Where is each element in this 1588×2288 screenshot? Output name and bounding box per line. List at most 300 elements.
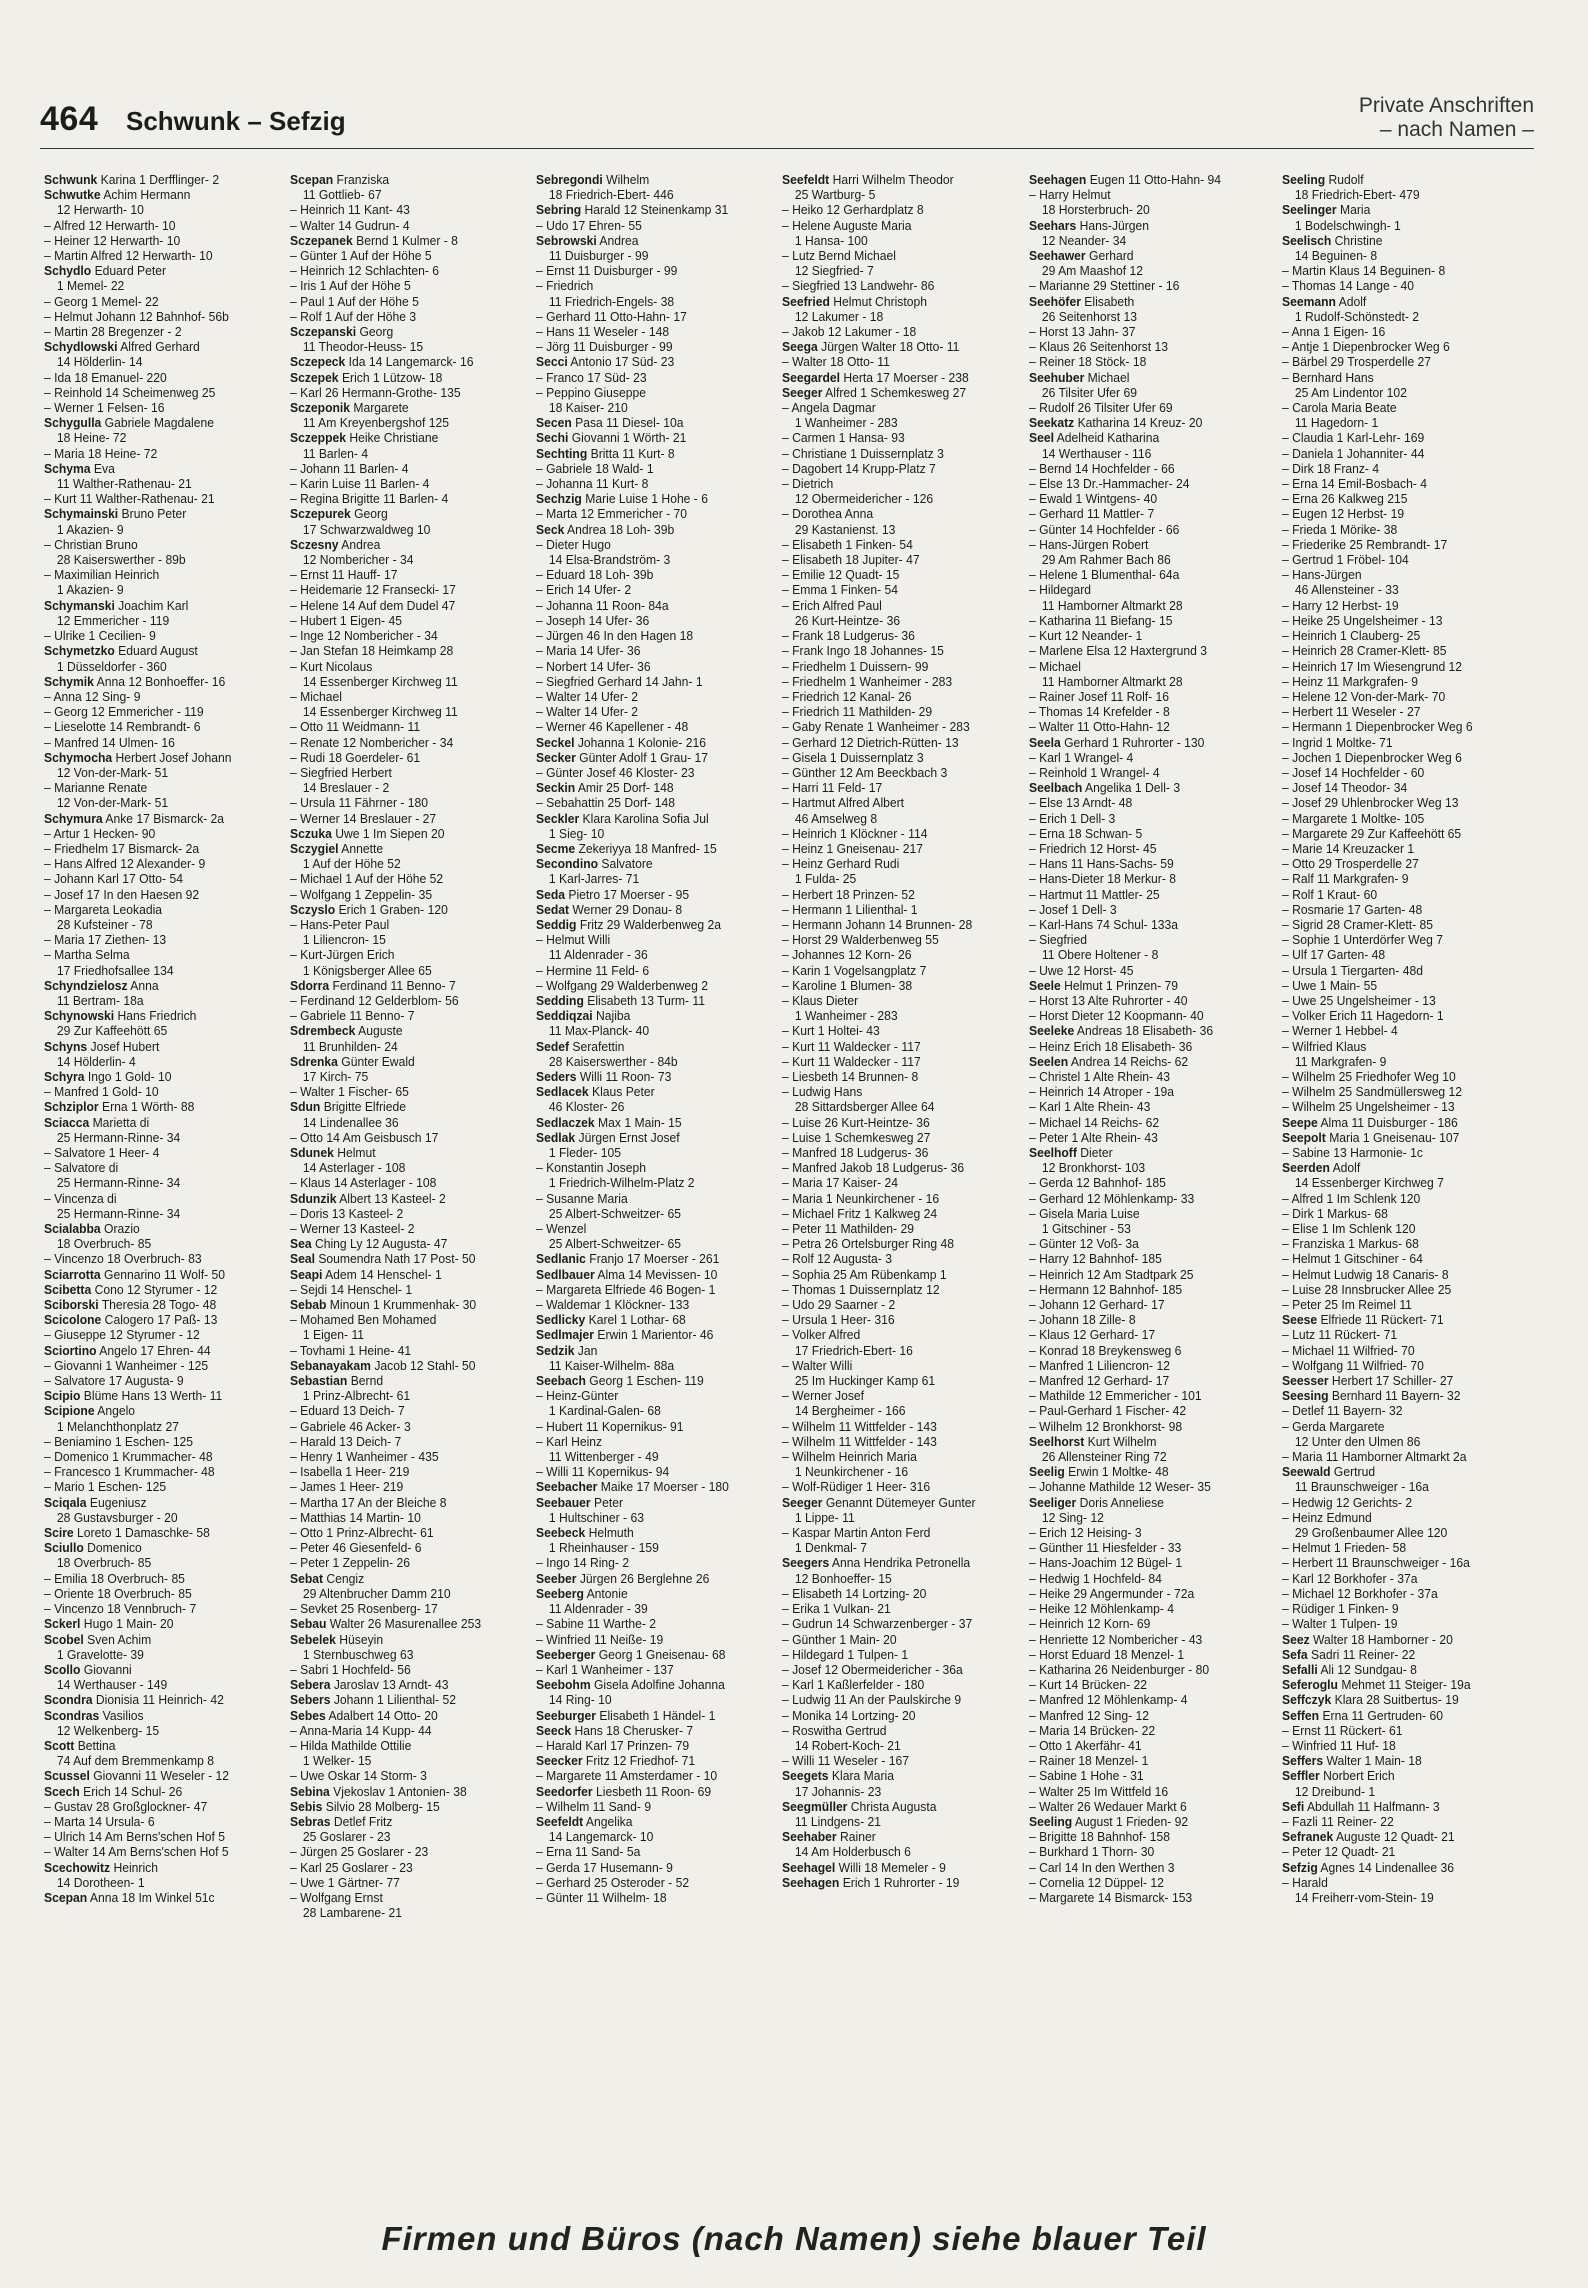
directory-entry: – Herbert 11 Weseler - 27 [1282,704,1421,720]
directory-entry: Schziplor Erna 1 Wörth- 88 [44,1099,195,1115]
directory-entry: – Peter 11 Mathilden- 29 [782,1221,914,1237]
directory-entry: 11 Aldenrader - 39 [548,1601,648,1617]
entry-surname: Seez [1282,1631,1310,1647]
directory-entry: 1 Akazien- 9 [56,582,124,598]
directory-entry: – Heinrich 14 Atroper - 19a [1029,1084,1175,1100]
directory-entry: – Reinhold 1 Wrangel- 4 [1029,764,1160,780]
directory-entry: Seebacher Maike 17 Moerser - 180 [536,1479,729,1495]
directory-entry: – Uwe 12 Horst- 45 [1029,962,1134,978]
directory-entry: – Thomas 1 Duissernplatz 12 [782,1281,940,1297]
directory-entry: 11 Theodor-Heuss- 15 [302,339,424,355]
directory-entry: – Friedrich 12 Horst- 45 [1029,840,1157,856]
directory-entry: – Harry 12 Bahnhof- 185 [1029,1251,1162,1267]
directory-entry: – Vincenzo 18 Vennbruch- 7 [44,1601,197,1617]
directory-entry: – Johann 18 Zille- 8 [1029,1312,1136,1328]
directory-entry: Sedef Serafettin [536,1038,625,1054]
footer-note: Firmen und Büros (nach Namen) siehe blauer Teil [381,2220,1207,2257]
directory-entry: – Klaus Dieter [782,992,859,1008]
directory-entry: Seelinger Maria [1282,202,1371,218]
directory-column [1029,172,1250,1905]
entry-surname: Seefeldt [782,172,830,187]
directory-entry: 11 Hagedorn- 1 [1294,415,1379,431]
directory-entry: – Kurt 1 Holtei- 43 [782,1023,880,1039]
directory-entry: 11 Braunschweiger - 16a [1294,1479,1429,1495]
directory-entry: – Gerda 17 Husemann- 9 [536,1859,673,1875]
directory-entry: 18 Friedrich-Ebert- 446 [548,187,674,203]
directory-entry: 1 Liliencron- 15 [302,932,386,948]
directory-entry: 12 Herwarth- 10 [56,202,144,218]
entry-surname: Seeleke [1029,1023,1075,1039]
directory-entry: – Harry 12 Herbst- 19 [1282,597,1399,613]
directory-entry: Sedlaczek Max 1 Main- 15 [536,1114,682,1130]
directory-entry: 11 Barlen- 4 [302,445,369,461]
directory-entry: – Udo 29 Saarner - 2 [782,1297,896,1313]
directory-entry: Sckerl Hugo 1 Main- 20 [44,1616,174,1632]
directory-entry: – Wolfgang 11 Wilfried- 70 [1282,1357,1424,1373]
entry-surname: Sczepanek [290,232,353,248]
directory-entry: – Günter 1 Auf der Höhe 5 [290,248,432,264]
directory-entry: 11 Wittenberger - 49 [548,1449,659,1465]
directory-entry: 14 Bergheimer - 166 [794,1403,906,1419]
directory-entry: – Eduard 13 Deich- 7 [290,1403,405,1419]
directory-entry: – Werner 14 Breslauer - 27 [290,810,437,826]
directory-entry: 11 Hamborner Altmarkt 28 [1041,597,1183,613]
entry-surname: Scepan [44,1889,88,1905]
entry-surname: Seecker [536,1753,583,1769]
directory-entry: 28 Kaiserswerther - 84b [548,1053,678,1069]
directory-entry: – Erich 12 Heising- 3 [1029,1525,1142,1541]
directory-entry: 1 Lippe- 11 [794,1509,855,1525]
entry-surname: Seal [290,1251,315,1267]
directory-entry: Scech Erich 14 Schul- 26 [44,1783,183,1799]
entry-surname: Sebab [290,1297,327,1313]
entry-surname: Sedlicky [536,1312,586,1328]
directory-entry: – Heinrich 11 Kant- 43 [290,202,410,218]
directory-entry: Scussel Giovanni 11 Weseler - 12 [44,1768,230,1784]
directory-entry: – Manfred 1 Gold- 10 [44,1084,159,1100]
directory-entry: – Gerhard 11 Mattler- 7 [1029,506,1155,522]
directory-entry: – Kurt Nicolaus [290,658,373,674]
directory-entry: – Maria 1 Neunkirchener - 16 [782,1190,940,1206]
directory-entry: Seese Elfriede 11 Rückert- 71 [1282,1312,1444,1328]
entry-surname: Sebat [290,1570,324,1586]
directory-entry: Sefalli Ali 12 Sundgau- 8 [1282,1661,1417,1677]
entry-surname: Seffen [1282,1707,1320,1723]
directory-entry: – Johanne Mathilde 12 Weser- 35 [1029,1479,1211,1495]
directory-entry: Seffers Walter 1 Main- 18 [1282,1753,1422,1769]
directory-entry: – Henriette 12 Nombericher - 43 [1029,1631,1203,1647]
directory-entry: – Artur 1 Hecken- 90 [44,825,156,841]
directory-entry: – Margareta Leokadia [44,901,163,917]
directory-entry: 1 Düsseldorfer - 360 [56,658,167,674]
directory-entry: 11 Duisburger - 99 [548,248,649,264]
directory-entry: – Harald Karl 17 Prinzen- 79 [536,1737,690,1753]
directory-entry: – Siegfried Herbert [290,764,392,780]
directory-entry: – Ewald 1 Wintgens- 40 [1029,491,1158,507]
directory-entry: – Gertrud 1 Fröbel- 104 [1282,552,1409,568]
directory-entry: Seefeldt Harri Wilhelm Theodor [782,172,954,187]
entry-surname: Seebeck [536,1525,586,1541]
directory-entry: – Heiner 12 Herwarth- 10 [44,232,181,248]
directory-entry: Seelen Andrea 14 Reichs- 62 [1029,1053,1189,1069]
directory-entry: – Peter 46 Giesenfeld- 6 [290,1540,422,1556]
entry-surname: Scech [44,1783,80,1799]
directory-entry: – Uwe 1 Main- 55 [1282,977,1378,993]
directory-entry: – Vincenza di [44,1190,117,1206]
directory-entry: – Günter Josef 46 Kloster- 23 [536,764,695,780]
directory-entry: 14 Hölderlin- 4 [56,1053,136,1069]
directory-entry: – Rolf 12 Augusta- 3 [782,1251,892,1267]
directory-entry: Sebastian Bernd [290,1373,384,1389]
entry-surname: Secen [536,415,572,431]
directory-entry: 12 Welkenberg- 15 [56,1722,160,1738]
directory-entry: – Maria 14 Brücken- 22 [1029,1722,1156,1738]
directory-entry: 1 Memel- 22 [56,278,125,294]
directory-entry: Schymainski Bruno Peter [44,506,187,522]
directory-entry: 1 Denkmal- 7 [794,1540,868,1556]
directory-entry: – Gabriele 18 Wald- 1 [536,460,654,476]
directory-entry: 14 Essenberger Kirchweg 11 [302,673,458,689]
directory-entry: Sea Ching Ly 12 Augusta- 47 [290,1236,448,1252]
directory-entry: Sebring Harald 12 Steinenkamp 31 [536,202,729,218]
directory-entry: – Hans 11 Weseler - 148 [536,324,670,340]
directory-entry: Secondino Salvatore [536,856,653,872]
directory-entry: – Helmut 1 Frieden- 58 [1282,1540,1407,1556]
entry-surname: Sedding [536,992,584,1008]
directory-entry: 11 Friedrich-Engels- 38 [548,293,675,309]
directory-entry: Secme Zekeriyya 18 Manfred- 15 [536,840,717,856]
page-number: 464 [40,100,99,138]
directory-entry: – Ursula 1 Tiergarten- 48d [1282,962,1423,978]
directory-entry: 12 Bonhoeffer- 15 [794,1570,892,1586]
directory-entry: – Herbert 18 Prinzen- 52 [782,886,915,902]
directory-entry: Sedlicky Karel 1 Lothar- 68 [536,1312,686,1328]
directory-entry: – Alfred 12 Herwarth- 10 [44,217,176,233]
directory-entry: Seefeldt Angelika [536,1813,633,1829]
entry-surname: Sciullo [44,1540,84,1556]
entry-surname: Schymainski [44,506,119,522]
directory-entry: 29 Altenbrucher Damm 210 [302,1585,451,1601]
directory-entry: – Manfred 12 Gerhard- 17 [1029,1373,1170,1389]
directory-entry: – Konrad 18 Breykensweg 6 [1029,1342,1182,1358]
directory-entry: – Josef 17 In den Haesen 92 [44,886,200,902]
directory-entry: – Kurt 11 Waldecker - 117 [782,1038,921,1054]
entry-surname: Seehaber [782,1829,837,1845]
entry-surname: Seehawer [1029,248,1086,264]
directory-entry: Sedlak Jürgen Ernst Josef [536,1129,680,1145]
directory-entry: Seefried Helmut Christoph [782,293,927,309]
directory-entry: – Ernst 11 Hauff- 17 [290,567,398,583]
directory-entry: – Eduard 18 Loh- 39b [536,567,654,583]
entry-surname: Sczyslo [290,901,336,917]
directory-entry: – Michael [1029,658,1081,674]
entry-surname: Seda [536,886,566,902]
directory-entry: Sebis Silvio 28 Molberg- 15 [290,1798,440,1814]
entry-surname: Schziplor [44,1099,99,1115]
entry-surname: Sdunzik [290,1190,337,1206]
directory-entry: – Emilie 12 Quadt- 15 [782,567,900,583]
directory-entry: 12 Von-der-Mark- 51 [56,764,169,780]
entry-surname: Sczepeck [290,354,346,370]
directory-entry: – Ulrich 14 Am Berns'schen Hof 5 [44,1829,226,1845]
directory-entry: 18 Kaiser- 210 [548,400,628,416]
directory-entry: – Wilhelm Heinrich Maria [782,1449,917,1465]
entry-surname: Sedat [536,901,570,917]
entry-surname: Seehöfer [1029,293,1081,309]
directory-entry: – James 1 Heer- 219 [290,1479,404,1495]
entry-surname: Seeberger [536,1646,596,1662]
directory-entry: – Ferdinand 12 Gelderblom- 56 [290,992,459,1008]
directory-entry: 11 Obere Holtener - 8 [1041,947,1159,963]
directory-entry: – Heinrich 17 Im Wiesengrund 12 [1282,658,1463,674]
directory-entry: – Karl 1 Wrangel- 4 [1029,749,1134,765]
directory-entry: Sczepanski Georg [290,324,394,340]
directory-entry: – Heinrich 1 Clauberg- 25 [1282,628,1421,644]
directory-entry: Sebina Vjekoslav 1 Antonien- 38 [290,1783,467,1799]
directory-entry: Seffen Erna 11 Gertruden- 60 [1282,1707,1443,1723]
directory-entry: Sczepanek Bernd 1 Kulmer - 8 [290,232,458,248]
directory-entry: 26 Tilsiter Ufer 69 [1041,384,1137,400]
directory-entry: 14 Ring- 10 [548,1692,612,1708]
directory-entry: – Lutz Bernd Michael [782,248,896,264]
directory-entry: – Anna 1 Eigen- 16 [1282,324,1386,340]
section-title [1359,94,1534,142]
entry-surname: Schymik [44,673,94,689]
directory-entry: – Werner 1 Felsen- 16 [44,400,165,416]
entry-surname: Seesser [1282,1373,1329,1389]
directory-entry: – Heiko 12 Gerhardplatz 8 [782,202,924,218]
directory-entry: – Georg 1 Memel- 22 [44,293,159,309]
directory-entry: – Carola Maria Beate [1282,400,1397,416]
directory-entry: – Walter Willi [782,1357,853,1373]
directory-entry: – Marianne Renate [44,780,148,796]
directory-entry: – Erna 14 Emil-Bosbach- 4 [1282,476,1427,492]
directory-entry: – Hedwig 1 Hochfeld- 84 [1029,1570,1162,1586]
directory-entry: – Ernst 11 Duisburger - 99 [536,263,678,279]
directory-entry: 1 Akazien- 9 [56,521,124,537]
directory-entry: 29 Kastanienst. 13 [794,521,896,537]
directory-entry: Seda Pietro 17 Moerser - 95 [536,886,690,902]
directory-entry: – Dorothea Anna [782,506,874,522]
directory-entry: – Johann 12 Gerhard- 17 [1029,1297,1165,1313]
directory-entry: – Manfred 1 Liliencron- 12 [1029,1357,1170,1373]
directory-entry: – Otto 11 Weidmann- 11 [290,719,421,735]
directory-entry: – Katharina 26 Neidenburger - 80 [1029,1661,1210,1677]
directory-entry: 14 Werthauser - 116 [1041,445,1152,461]
directory-entry: – Horst Dieter 12 Koopmann- 40 [1029,1008,1204,1024]
entry-surname: Schwutke [44,187,101,203]
directory-entry: – Josef 29 Uhlenbrocker Weg 13 [1282,795,1459,811]
directory-entry: – Wolfgang 29 Walderbenweg 2 [536,977,708,993]
directory-entry: Seddiqzai Najiba [536,1008,631,1024]
entry-surname: Scussel [44,1768,90,1784]
directory-entry: Seez Walter 18 Hamborner - 20 [1282,1631,1453,1647]
directory-entry: – Hans-Peter Paul [290,916,390,932]
directory-entry: Schwutke Achim Hermann [44,187,191,203]
directory-entry: 29 Am Maashof 12 [1041,263,1144,279]
directory-entry: Sciortino Angelo 17 Ehren- 44 [44,1342,211,1358]
directory-entry: – Jürgen 46 In den Hagen 18 [536,628,694,644]
directory-entry: 18 Horsterbruch- 20 [1041,202,1150,218]
directory-entry: 12 Obermeidericher - 126 [794,491,934,507]
directory-entry: – Marta 14 Ursula- 6 [44,1813,155,1829]
directory-entry: 12 Lakumer - 18 [794,308,884,324]
directory-entry: – Karl Heinz [536,1433,603,1449]
entry-surname: Seehagen [1029,172,1087,187]
directory-entry: – Daniela 1 Johanniter- 44 [1282,445,1425,461]
directory-entry: Sdrenka Günter Ewald [290,1053,415,1069]
directory-entry: – Herbert 11 Braunschweiger - 16a [1282,1555,1470,1571]
directory-entry: 25 Im Huckinger Kamp 61 [794,1373,936,1389]
directory-entry: – Thomas 14 Krefelder - 8 [1029,704,1170,720]
directory-entry: – Matthias 14 Martin- 10 [290,1509,421,1525]
directory-entry: Scipio Blüme Hans 13 Werth- 11 [44,1388,223,1404]
directory-entry: 17 Schwarzwaldweg 10 [302,521,431,537]
directory-entry: – Maria 14 Ufer- 36 [536,643,641,659]
directory-entry: – Hedwig 12 Gerichts- 2 [1282,1494,1413,1510]
directory-entry: 28 Kaiserswerther - 89b [56,552,186,568]
directory-entry: 1 Prinz-Albrecht- 61 [302,1388,411,1404]
directory-entry: – Manfred 12 Sing- 12 [1029,1707,1150,1723]
directory-entry: 14 Essenberger Kirchweg 11 [302,704,458,720]
directory-entry: 14 Hölderlin- 14 [56,354,143,370]
directory-entry: – Friedrich 12 Kanal- 26 [782,688,912,704]
directory-entry: Sciqala Eugeniusz [44,1494,147,1510]
directory-entry: Schyra Ingo 1 Gold- 10 [44,1068,172,1084]
directory-entry: 11 Aldenrader - 36 [548,947,648,963]
directory-entry: Schygulla Gabriele Magdalene [44,415,214,431]
directory-entry: – Wilfried Klaus [1282,1038,1367,1054]
directory-entry: – Walter 14 Ufer- 2 [536,688,639,704]
directory-entry: – Siegfried 13 Landwehr- 86 [782,278,935,294]
directory-entry: Sciborski Theresia 28 Togo- 48 [44,1297,217,1313]
directory-entry: – Sevket 25 Rosenberg- 17 [290,1601,438,1617]
directory-entry: Seeber Jürgen 26 Berglehne 26 [536,1570,710,1586]
entry-surname: Sefranek [1282,1829,1334,1845]
directory-entry: – Martin Klaus 14 Beguinen- 8 [1282,263,1446,279]
directory-entry: – Joseph 14 Ufer- 36 [536,612,650,628]
directory-entry: Sedzik Jan [536,1342,598,1358]
directory-entry: Seck Andrea 18 Loh- 39b [536,521,675,537]
directory-entry: – Gerda 12 Bahnhof- 185 [1029,1175,1166,1191]
directory-entry: 29 Zur Kaffeehött 65 [56,1023,168,1039]
entry-surname: Sebras [290,1813,331,1829]
directory-entry: 1 Sternbuschweg 63 [302,1646,414,1662]
directory-entry: – Norbert 14 Ufer- 36 [536,658,651,674]
directory-entry: Seeger Genannt Dütemeyer Gunter [782,1494,976,1510]
directory-entry: – Walter 11 Otto-Hahn- 12 [1029,719,1170,735]
directory-entry: Seehöfer Elisabeth [1029,293,1135,309]
directory-entry: – Heinrich 28 Cramer-Klett- 85 [1282,643,1447,659]
directory-entry: Seelbach Angelika 1 Dell- 3 [1029,780,1181,796]
directory-entry: 1 Fleder- 105 [548,1145,622,1160]
entry-surname: Secker [536,749,576,765]
directory-entry: – Günter 12 Voß- 3a [1029,1236,1139,1252]
directory-entry: – Josef 1 Dell- 3 [1029,901,1117,917]
entry-surname: Sdunek [290,1145,334,1160]
directory-entry: 1 Melanchthonplatz 27 [56,1418,179,1434]
directory-entry: Sebrowski Andrea [536,232,639,248]
directory-entry: 11 Lindgens- 21 [794,1813,882,1829]
directory-entry: – Manfred 12 Möhlenkamp- 4 [1029,1692,1188,1708]
directory-entry: 28 Lambarene- 21 [302,1905,403,1921]
directory-entry: – Heinz Gerhard Rudi [782,856,900,872]
directory-entry: Seapi Adem 14 Henschel- 1 [290,1266,442,1282]
directory-entry: – Erich 14 Ufer- 2 [536,582,632,598]
directory-entry: Seehuber Michael [1029,369,1130,385]
directory-entry: 25 Goslarer - 23 [302,1829,391,1845]
directory-entry: – Elisabeth 1 Finken- 54 [782,536,913,552]
directory-entry: Sczepurek Georg [290,506,388,522]
directory-entry: – Sabri 1 Hochfeld- 56 [290,1661,411,1677]
entry-surname: Scicolone [44,1312,102,1328]
directory-entry: Seeberg Antonie [536,1585,628,1601]
directory-entry: – Werner 46 Kapellener - 48 [536,719,689,735]
directory-entry: – Karl 1 Alte Rhein- 43 [1029,1099,1151,1115]
directory-column [536,172,757,1905]
directory-entry: – Hermann 1 Lilienthal- 1 [782,901,918,917]
directory-entry: Scondras Vasilios [44,1707,144,1723]
directory-entry: – Martin Alfred 12 Herwarth- 10 [44,248,213,264]
directory-entry: – Ralf 11 Markgrafen- 9 [1282,871,1409,887]
entry-surname: Seffczyk [1282,1692,1332,1708]
directory-entry: – Klaus 12 Gerhard- 17 [1029,1327,1156,1343]
directory-entry: – Uwe Oskar 14 Storm- 3 [290,1768,427,1784]
directory-entry: – Hubert 1 Eigen- 45 [290,612,402,628]
directory-entry: – Heike 25 Ungelsheimer - 13 [1282,612,1443,628]
directory-entry: – Sophie 1 Unterdörfer Weg 7 [1282,932,1443,948]
entry-surname: Sdorra [290,977,330,993]
directory-entry: – Walter 14 Gudrun- 4 [290,217,410,233]
directory-entry: – Gabriele 11 Benno- 7 [290,1008,415,1024]
directory-entry: – Kurt 14 Brücken- 22 [1029,1677,1148,1693]
directory-entry: – Günther 1 Main- 20 [782,1631,897,1647]
entry-surname: Seckel [536,734,575,750]
directory-entry: 25 Am Lindentor 102 [1294,384,1407,400]
entry-surname: Seders [536,1068,577,1084]
directory-entry: – Peter 1 Zeppelin- 26 [290,1555,411,1571]
directory-entry: – Gerhard 11 Otto-Hahn- 17 [536,308,687,324]
directory-entry: 11 Markgrafen- 9 [1294,1053,1387,1069]
directory-entry: – Jürgen 25 Goslarer - 23 [290,1844,429,1860]
directory-entry: – Peppino Giuseppe [536,384,646,400]
entry-surname: Seefried [782,293,830,309]
directory-entry: – Georg 12 Emmericher - 119 [44,704,204,720]
section-title-line1: Private Anschriften [1358,94,1534,117]
directory-entry: – Gerhard 12 Möhlenkamp- 33 [1029,1190,1195,1206]
entry-surname: Seele [1029,977,1061,993]
directory-entry: Sedat Werner 29 Donau- 8 [536,901,683,917]
entry-surname: Sedlmajer [536,1327,595,1343]
directory-entry: – Regina Brigitte 11 Barlen- 4 [290,491,449,507]
directory-entry: 29 Großenbaumer Allee 120 [1294,1525,1448,1541]
directory-entry: 14 Werthauser - 149 [56,1677,168,1693]
entry-surname: Scire [44,1525,74,1541]
directory-entry: 14 Am Holderbusch 6 [794,1844,911,1860]
directory-entry: – Harald [1282,1874,1328,1890]
entry-surname: Sedlak [536,1129,576,1145]
directory-entry: – Helmut Johann 12 Bahnhof- 56b [44,308,229,324]
entry-surname: Seeling [1029,1813,1073,1829]
directory-entry: 1 Königsberger Allee 65 [302,962,432,978]
directory-entry: – Franco 17 Süd- 23 [536,369,647,385]
directory-entry: – Anna-Maria 14 Kupp- 44 [290,1722,432,1738]
directory-entry: – Mohamed Ben Mohamed [290,1312,437,1328]
directory-entry: – Winfried 11 Huf- 18 [1282,1737,1396,1753]
directory-entry: Seeger Alfred 1 Schemkesweg 27 [782,384,967,400]
entry-surname: Seekatz [1029,415,1075,431]
entry-surname: Seepe [1282,1114,1318,1130]
